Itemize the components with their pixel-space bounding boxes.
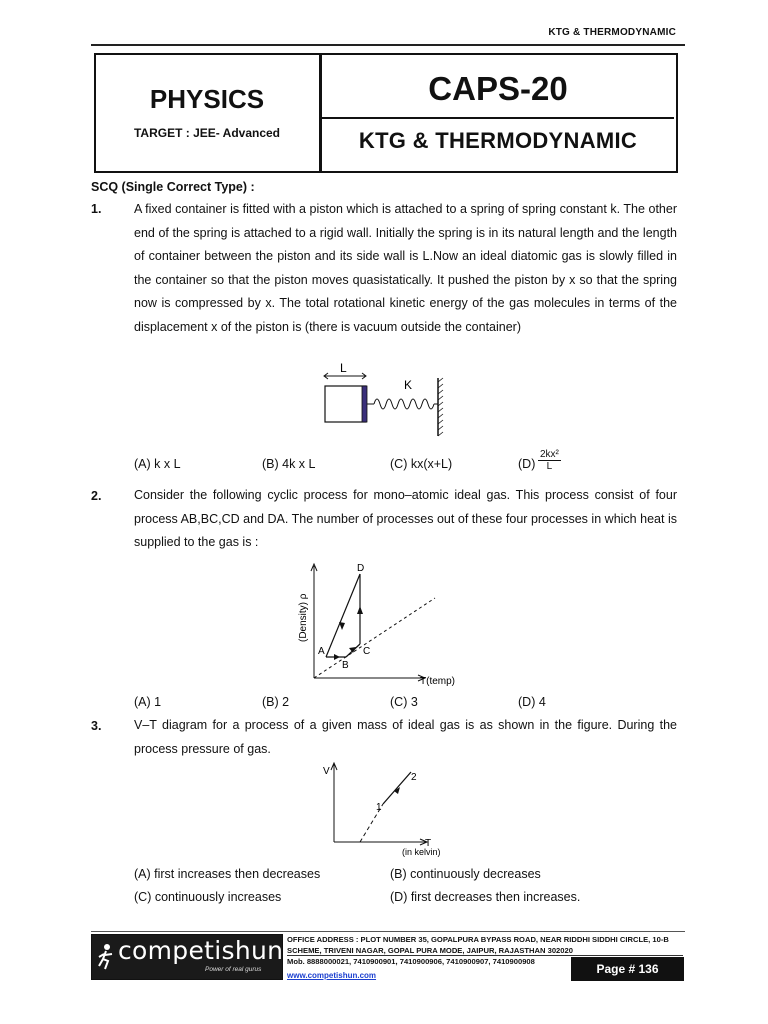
piston [362,386,367,422]
q2-option-b[interactable]: (B) 2 [262,695,290,709]
address-divider [287,955,683,956]
question-2-text: Consider the following cyclic process for mono–atomic ideal gas. This process consist of four process AB,BC,CD and DA. The number of processes out of these four processes in which heat is supplied to the gas is : [134,488,677,549]
q2-option-c[interactable]: (C) 3 [390,695,418,709]
title-box-separator [322,117,674,119]
runner-logo-icon [96,942,116,970]
q2-option-d[interactable]: (D) 4 [518,695,546,709]
q1-option-a[interactable]: (A) k x L [134,457,181,471]
subject-title: PHYSICS [149,84,265,114]
website-link[interactable]: www.competishun.com [287,971,377,980]
logo-wordmark: competishun [118,936,284,965]
point-1-label: 1 [376,802,382,813]
length-label: L [340,361,347,375]
q1-option-d[interactable]: (D) [518,457,536,471]
question-2-number: 2. [91,489,102,503]
mobile-numbers: Mob. 8888000021, 7410900901, 7410900906, 7410900907, 7410900908 [287,957,535,966]
q3-option-a[interactable]: (A) first increases then decreases [134,867,321,881]
container [325,386,366,422]
x-axis-note: (in kelvin) [402,847,441,857]
q3-option-b[interactable]: (B) continuously decreases [390,867,541,881]
caps-code: CAPS-20 [428,70,568,107]
running-header: KTG & THERMODYNAMIC [548,27,676,38]
x-axis-label: T [425,838,432,849]
y-axis-label: (Density) ρ [298,593,309,642]
logo-tagline: Power of real gurus [205,966,262,973]
x-axis-label: T(temp) [420,676,455,687]
point-A-label: A [318,646,325,657]
question-3-number: 3. [91,719,102,733]
point-B-label: B [342,660,349,671]
line-DA [326,574,360,657]
point-C-label: C [363,646,371,657]
page-number: Page # 136 [571,957,684,981]
q1-option-b[interactable]: (B) 4k x L [262,457,316,471]
process-line [383,772,411,804]
reference-line [314,598,435,678]
point-2-label: 2 [411,772,417,783]
q1-option-c[interactable]: (C) kx(x+L) [390,457,453,471]
volume-temperature-graph [318,760,448,860]
question-1-number: 1. [91,202,102,216]
q2-option-a[interactable]: (A) 1 [134,695,162,709]
chapter-title: KTG & THERMODYNAMIC [358,128,638,153]
piston-spring-figure [318,360,448,438]
fraction-numerator: 2kx² [540,449,559,460]
question-3-text: V–T diagram for a process of a given mass of ideal gas is as shown in the figure. During the process pressure of gas. [134,718,677,756]
density-temperature-graph [290,560,490,690]
office-address: OFFICE ADDRESS : PLOT NUMBER 35, GOPALPURA BYPASS ROAD, NEAR RIDDHI SIDDHI CIRCLE, 10-B SCHEME, TRIVENI NAGAR, GOPAL PURA MODE, JAIPUR, RAJASTHAN 302020 [287,935,669,955]
q3-option-d[interactable]: (D) first decreases then increases. [390,890,581,904]
spring-label: K [404,378,413,392]
footer-rule [91,931,685,932]
q3-option-c[interactable]: (C) continuously increases [134,890,282,904]
section-heading: SCQ (Single Correct Type) : [91,180,255,194]
target-exam: TARGET : JEE- Advanced [133,126,281,140]
question-1-text: A fixed container is fitted with a piston which is attached to a spring of spring constant k. The other end of the spring is attached to a rigid wall. Initially the spring is in its natural length and the length of container between the piston and its side wall is L.Now an ideal diatomic gas is slowly filled in the container so that the piston moves quasistatically. It pushed the piston by x so that the spring now is compressed by x. The total rotational kinetic energy of the gas molecules in terms of the displacement x of the piston is (there is vacuum outside the container) [134,202,677,334]
fraction-denominator: L [546,461,553,472]
header-rule [91,44,685,46]
spring [374,399,434,409]
q1-option-d-fraction [538,449,561,472]
point-D-label: D [357,563,365,574]
y-axis-label: V [323,766,330,777]
